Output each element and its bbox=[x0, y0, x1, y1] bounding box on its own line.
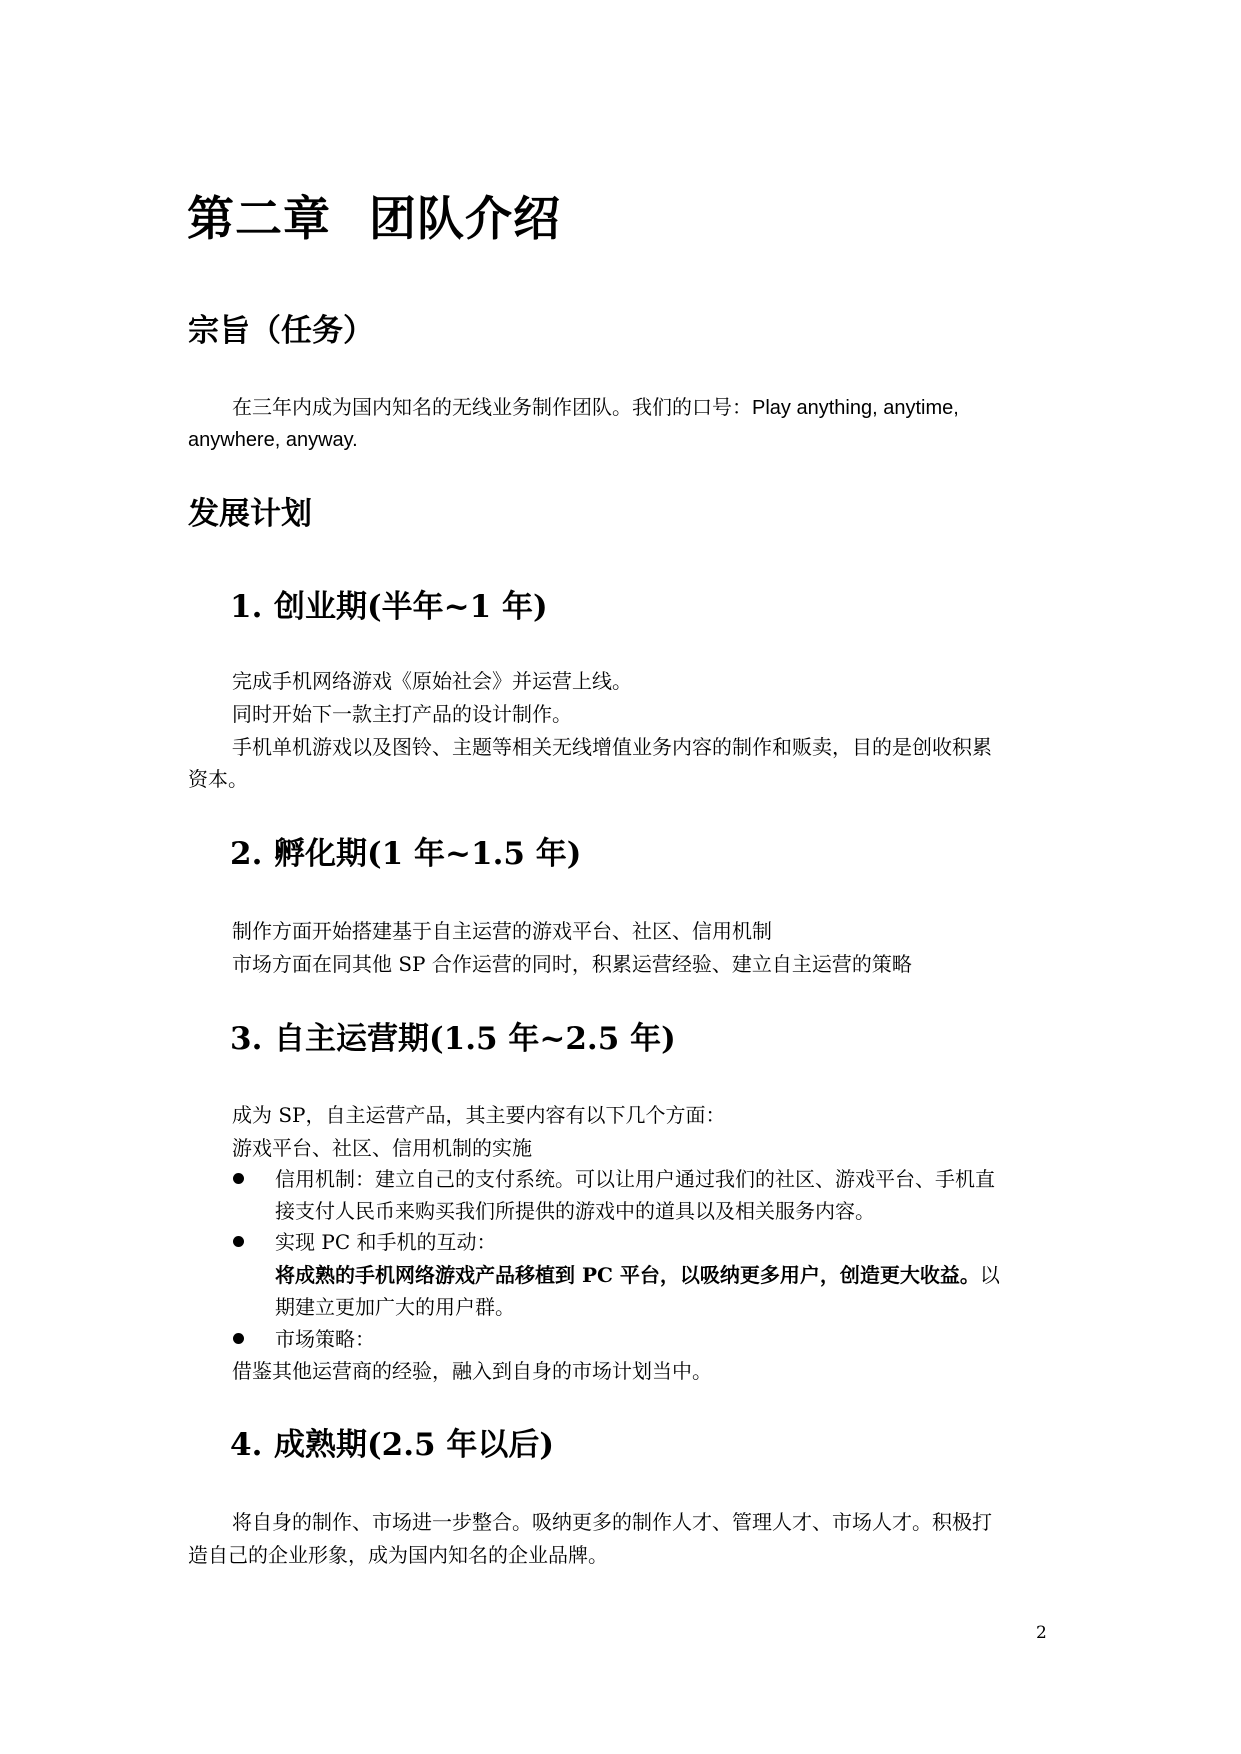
phase-2-line: 制作方面开始搭建基于自主运营的游戏平台、社区、信用机制 bbox=[232, 919, 772, 943]
phase-1-line: 资本。 bbox=[188, 767, 248, 791]
phase-4-number: 4. bbox=[230, 1427, 263, 1463]
mission-text-cn: 在三年内成为国内知名的无线业务制作团队。我们的口号： bbox=[232, 395, 752, 419]
phase-4-title: 成熟期(2.5 年以后) bbox=[274, 1427, 555, 1463]
bullet-1-line: 信用机制：建立自己的支付系统。可以让用户通过我们的社区、游戏平台、手机直 bbox=[275, 1167, 995, 1191]
mission-heading: 宗旨（任务） bbox=[188, 313, 374, 349]
bullet-1-line: 接支付人民币来购买我们所提供的游戏中的道具以及相关服务内容。 bbox=[275, 1199, 875, 1223]
mission-paragraph-line1 bbox=[232, 393, 959, 422]
phase-1-heading bbox=[230, 587, 548, 627]
phase-2-line: 市场方面在同其他 SP 合作运营的同时，积累运营经验、建立自主运营的策略 bbox=[232, 952, 912, 976]
bullet-2-line: 期建立更加广大的用户群。 bbox=[275, 1295, 515, 1319]
phase-1-line: 手机单机游戏以及图铃、主题等相关无线增值业务内容的制作和贩卖，目的是创收积累 bbox=[232, 735, 992, 759]
phase-4-heading bbox=[230, 1425, 554, 1465]
chapter-name: 团队介绍 bbox=[369, 192, 561, 247]
phase-4-line: 造自己的企业形象，成为国内知名的企业品牌。 bbox=[188, 1543, 608, 1567]
phase-3-title: 自主运营期(1.5 年~2.5 年) bbox=[274, 1021, 676, 1057]
phase-1-line: 同时开始下一款主打产品的设计制作。 bbox=[232, 702, 572, 726]
page-number: 2 bbox=[1036, 1623, 1047, 1643]
bullet-3-line: 借鉴其他运营商的经验，融入到自身的市场计划当中。 bbox=[232, 1359, 712, 1383]
chapter-title bbox=[187, 190, 561, 250]
phase-1-title: 创业期(半年~1 年) bbox=[274, 589, 548, 625]
bullet-dot bbox=[233, 1333, 244, 1344]
bullet-2-line: 实现 PC 和手机的互动： bbox=[275, 1230, 497, 1254]
mission-paragraph-line2: anywhere, anyway. bbox=[188, 429, 358, 451]
bullet-2-tail: 以 bbox=[979, 1263, 1000, 1287]
chapter-number: 第二章 bbox=[187, 192, 331, 247]
bullet-dot bbox=[233, 1236, 244, 1247]
phase-3-heading bbox=[230, 1019, 676, 1059]
mission-slogan: Play anything, anytime, bbox=[752, 397, 959, 419]
phase-2-title: 孵化期(1 年~1.5 年) bbox=[274, 836, 582, 872]
phase-2-heading bbox=[230, 834, 581, 874]
bullet-3-line: 市场策略： bbox=[275, 1327, 375, 1351]
bullet-dot bbox=[233, 1173, 244, 1184]
phase-3-line: 成为 SP，自主运营产品，其主要内容有以下几个方面： bbox=[232, 1103, 726, 1127]
phase-3-number: 3. bbox=[230, 1021, 263, 1057]
phase-1-number: 1. bbox=[230, 589, 263, 625]
phase-1-line: 完成手机网络游戏《原始社会》并运营上线。 bbox=[232, 669, 632, 693]
bullet-2-emphasis: 将成熟的手机网络游戏产品移植到 PC 平台，以吸纳更多用户，创造更大收益。 bbox=[275, 1263, 980, 1287]
phase-4-line: 将自身的制作、市场进一步整合。吸纳更多的制作人才、管理人才、市场人才。积极打 bbox=[232, 1510, 992, 1534]
phase-3-line: 游戏平台、社区、信用机制的实施 bbox=[232, 1136, 532, 1160]
plan-heading: 发展计划 bbox=[188, 496, 312, 532]
bullet-2-line bbox=[275, 1261, 1000, 1289]
phase-2-number: 2. bbox=[230, 836, 263, 872]
